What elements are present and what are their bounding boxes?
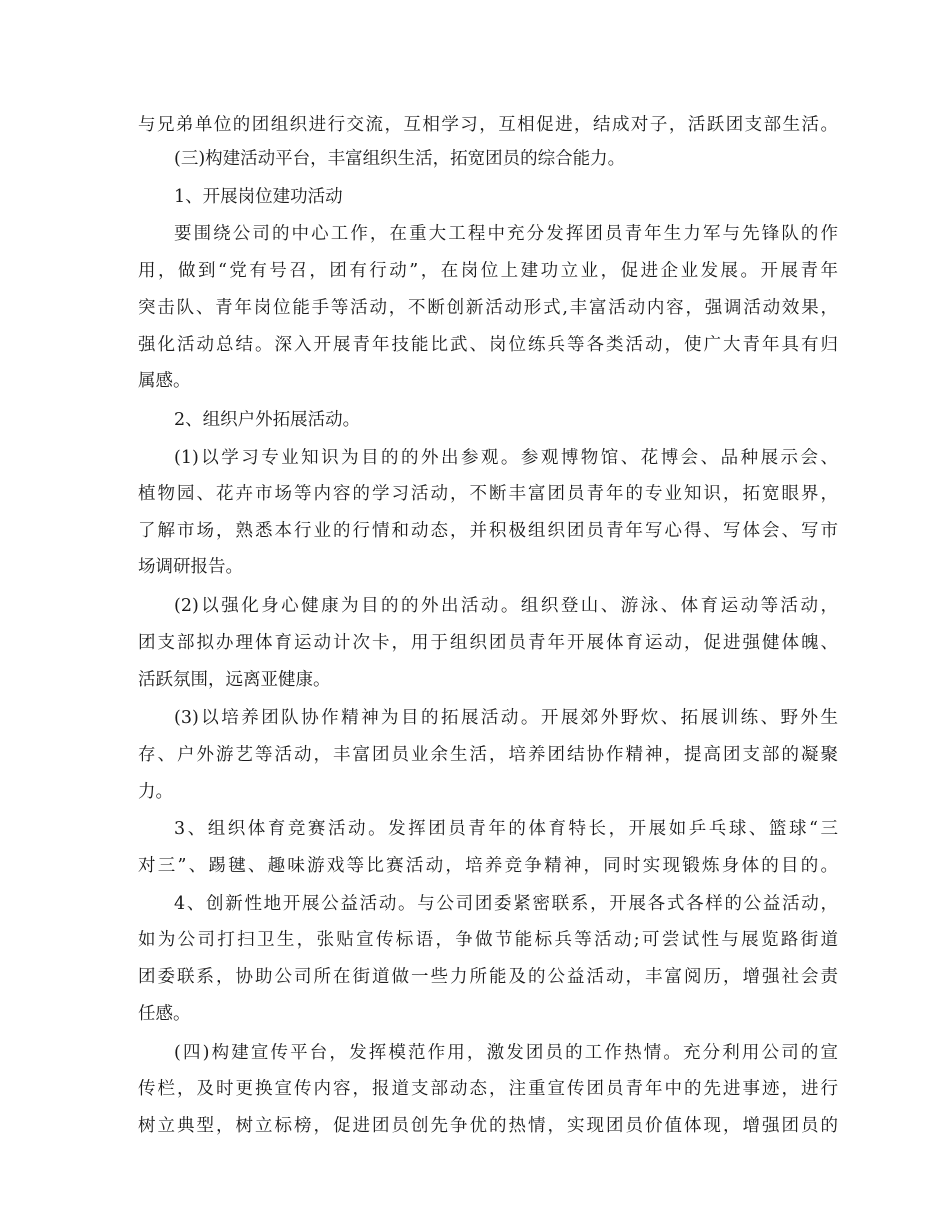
text-line: 如为公司打扫卫生，张贴宣传标语，争做节能标兵等活动;可尝试性与展览路街道 bbox=[138, 930, 838, 950]
text-line: (四)构建宣传平台，发挥模范作用，激发团员的工作热情。充分利用公司的宣 bbox=[174, 1043, 838, 1063]
text-line: (2)以强化身心健康为目的的外出活动。组织登山、游泳、体育运动等活动， bbox=[174, 596, 838, 616]
text-line: 力。 bbox=[138, 782, 173, 802]
text-line: (3)以培养团队协作精神为目的拓展活动。开展郊外野炊、拓展训练、野外生 bbox=[174, 708, 838, 728]
text-line: 存、户外游艺等活动，丰富团员业余生活，培养团结协作精神，提高团支部的凝聚 bbox=[138, 745, 838, 765]
text-line: 植物园、花卉市场等内容的学习活动，不断丰富团员青年的专业知识，拓宽眼界， bbox=[138, 484, 838, 504]
text-line: 3、组织体育竞赛活动。发挥团员青年的体育特长，开展如乒乓球、篮球“三 bbox=[174, 819, 838, 839]
text-line: 传栏，及时更换宣传内容，报道支部动态，注重宣传团员青年中的先进事迹，进行 bbox=[138, 1079, 838, 1099]
text-line: 4、创新性地开展公益活动。与公司团委紧密联系，开展各式各样的公益活动， bbox=[174, 894, 838, 914]
text-line: 团支部拟办理体育运动计次卡，用于组织团员青年开展体育运动，促进强健体魄、 bbox=[138, 633, 838, 653]
text-line: 场调研报告。 bbox=[138, 557, 243, 577]
text-line: 活跃氛围，远离亚健康。 bbox=[138, 670, 331, 690]
text-line: 任感。 bbox=[138, 1004, 191, 1024]
text-line: 强化活动总结。深入开展青年技能比武、岗位练兵等各类活动，使广大青年具有归 bbox=[138, 335, 838, 355]
text-line: 对三”、踢毽、趣味游戏等比赛活动，培养竞争精神，同时实现锻炼身体的目的。 bbox=[138, 856, 838, 876]
text-line: 要围绕公司的中心工作，在重大工程中充分发挥团员青年生力军与先锋队的作 bbox=[174, 224, 838, 244]
text-line: 属感。 bbox=[138, 371, 191, 391]
text-line: 突击队、青年岗位能手等活动，不断创新活动形式,丰富活动内容，强调活动效果， bbox=[138, 298, 838, 318]
text-line: (1)以学习专业知识为目的的外出参观。参观博物馆、花博会、品种展示会、 bbox=[174, 448, 838, 468]
text-line: 团委联系，协助公司所在街道做一些力所能及的公益活动，丰富阅历，增强社会责 bbox=[138, 967, 838, 987]
text-line: 树立典型，树立标榜，促进团员创先争优的热情，实现团员价值体现，增强团员的 bbox=[138, 1116, 838, 1136]
text-line: 用，做到“党有号召，团有行动”，在岗位上建功立业，促进企业发展。开展青年 bbox=[138, 261, 838, 281]
subsection-heading: 2、组织户外拓展活动。 bbox=[174, 410, 361, 430]
text-line: 了解市场，熟悉本行业的行情和动态，并积极组织团员青年写心得、写体会、写市 bbox=[138, 521, 838, 541]
subsection-heading: 1、开展岗位建功活动 bbox=[174, 187, 343, 207]
text-line: 与兄弟单位的团组织进行交流，互相学习，互相促进，结成对子，活跃团支部生活。 bbox=[138, 115, 838, 135]
section-heading: (三)构建活动平台，丰富组织生活，拓宽团员的综合能力。 bbox=[174, 149, 626, 169]
